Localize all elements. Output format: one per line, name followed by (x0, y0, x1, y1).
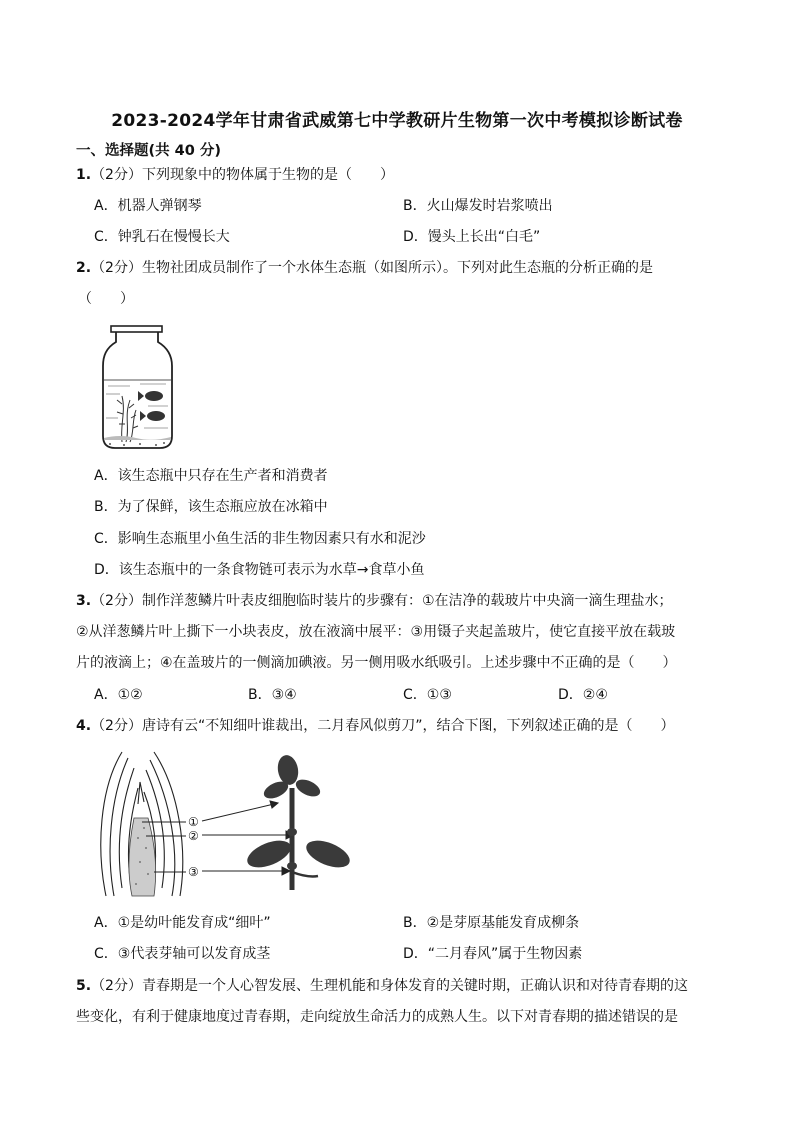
question-text-line: 些变化，有利于健康地度过青春期，走向绽放生命活力的成熟人生。以下对青春期的描述错误的是 (76, 1009, 678, 1025)
label-2: ② (188, 829, 199, 843)
label-3: ③ (188, 865, 199, 879)
option-a: A．①是幼叶能发育成“细叶” (94, 915, 271, 931)
option-b: B．火山爆发时岩浆喷出 (403, 198, 553, 214)
question-text: （2分）下列现象中的物体属于生物的是（ ） (91, 167, 394, 183)
question-text-line: ②从洋葱鳞片叶上撕下一小块表皮，放在液滴中展平：③用镊子夹起盖玻片，使它直接平放在载玻 (76, 624, 676, 640)
option-c: C．③代表芽轴可以发育成茎 (94, 946, 271, 962)
option-b: B．为了保鲜，该生态瓶应放在冰箱中 (94, 499, 328, 515)
question-number: 1. (76, 167, 92, 183)
option-d: D．“二月春风”属于生物因素 (403, 946, 583, 962)
question-5 (76, 976, 688, 996)
question-text: （2分）生物社团成员制作了一个水体生态瓶（如图所示）。下列对此生态瓶的分析正确的是 (91, 260, 653, 276)
label-1: ① (188, 815, 199, 829)
question-number: 2. (76, 260, 92, 276)
question-text-line: （ ） (78, 291, 134, 307)
option-a: A．该生态瓶中只存在生产者和消费者 (94, 468, 328, 484)
option-b: B．③④ (248, 687, 297, 703)
option-b: B．②是芽原基能发育成柳条 (403, 915, 580, 931)
option-a: A．①② (94, 687, 143, 703)
option-d: D．②④ (558, 687, 608, 703)
question-text: （2分）唐诗有云“不知细叶谁裁出，二月春风似剪刀”，结合下图，下列叙述正确的是（ ） (91, 718, 675, 734)
question-number: 5. (76, 978, 92, 994)
question-number: 3. (76, 593, 92, 609)
question-text: （2分）青春期是一个人心智发展、生理机能和身体发育的关键时期，正确认识和对待青春期的这 (91, 978, 688, 994)
question-2 (76, 258, 653, 278)
option-d: D．馒头上长出“白毛” (403, 229, 541, 245)
option-a: A．机器人弹钢琴 (94, 198, 202, 214)
question-1 (76, 165, 394, 185)
bud-branch-figure (96, 748, 356, 900)
option-c: C．①③ (403, 687, 452, 703)
option-d: D．该生态瓶中的一条食物链可表示为水草→食草小鱼 (94, 562, 425, 578)
section-heading: 一、选择题(共 40 分) (76, 143, 222, 159)
question-text-line: 片的液滴上；④在盖玻片的一侧滴加碘液。另一侧用吸水纸吸引。上述步骤中不正确的是（ ） (76, 655, 677, 671)
question-4 (76, 716, 674, 736)
question-text: （2分）制作洋葱鳞片叶表皮细胞临时装片的步骤有：①在洁净的载玻片中央滴一滴生理盐水； (91, 593, 673, 609)
question-3 (76, 591, 673, 611)
option-c: C．影响生态瓶里小鱼生活的非生物因素只有水和泥沙 (94, 531, 426, 547)
page-title: 2023-2024学年甘肃省武威第七中学教研片生物第一次中考模拟诊断试卷 (111, 111, 683, 131)
question-number: 4. (76, 718, 92, 734)
eco-bottle-figure (100, 324, 175, 452)
option-c: C．钟乳石在慢慢长大 (94, 229, 230, 245)
